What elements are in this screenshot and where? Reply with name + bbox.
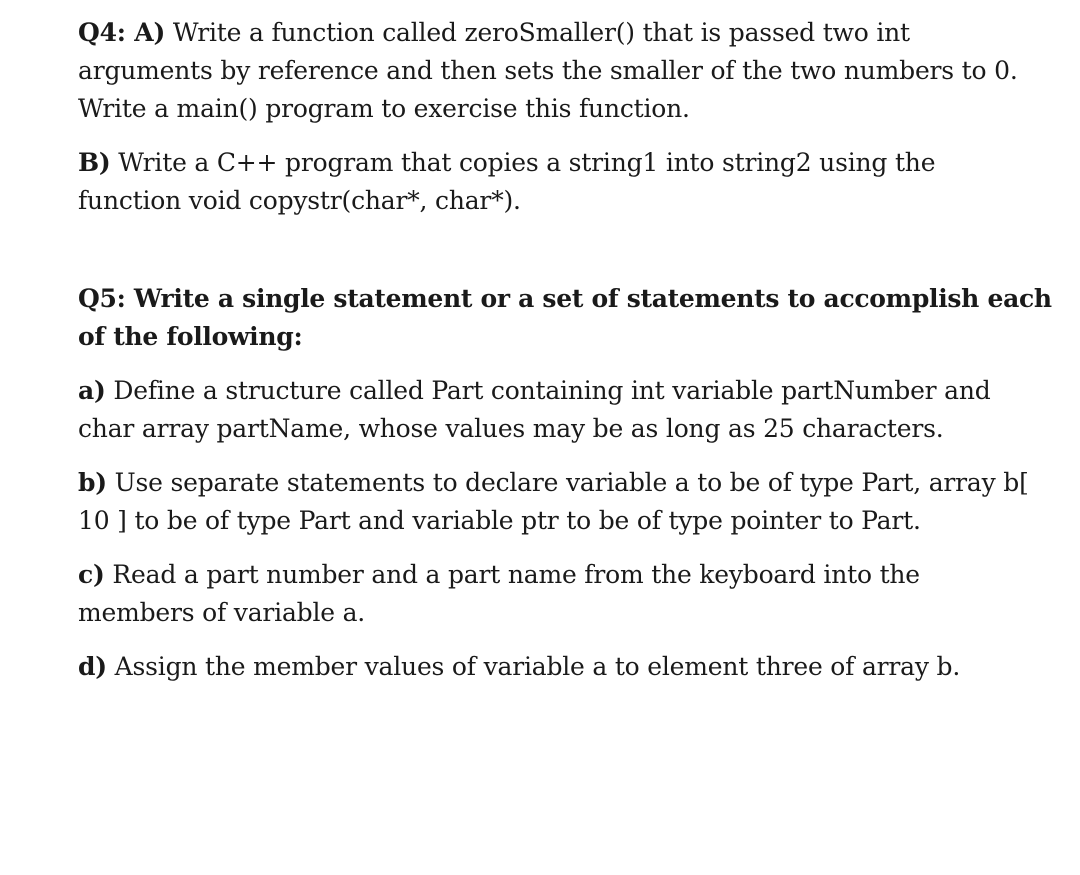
q5-c-label: c) <box>78 560 105 589</box>
q4-a-label: Q4: A) <box>78 18 166 47</box>
q5-d-label: d) <box>78 652 107 681</box>
q5-c-line-2: members of variable a. <box>78 598 366 627</box>
q4-b-line-2: function void copystr(char*, char*). <box>78 186 521 215</box>
q5-a-label: a) <box>78 376 106 405</box>
document-page <box>78 14 1058 686</box>
q5-a-line-2: char array partName, whose values may be as long as 25 characters. <box>78 414 944 443</box>
q4-a-line-3: Write a main() program to exercise this function. <box>78 94 690 123</box>
q5-part-a <box>78 372 1058 448</box>
q5-d-line-1: Assign the member values of variable a to element three of array b. <box>106 652 961 681</box>
q5-heading-line-1: Q5: Write a single statement or a set of statements to accomplish each <box>78 284 1052 313</box>
q5-b-line-2: 10 ] to be of type Part and variable ptr to be of type pointer to Part. <box>78 506 921 535</box>
q5-part-b <box>78 464 1058 540</box>
q5-a-line-1: Define a structure called Part containing int variable partNumber and <box>105 376 991 405</box>
q4-part-a <box>78 14 1058 128</box>
q5-b-label: b) <box>78 468 107 497</box>
q5-part-d <box>78 648 1058 686</box>
q5-heading-line-2: of the following: <box>78 322 303 351</box>
q5-c-line-1: Read a part number and a part name from the keyboard into the <box>104 560 920 589</box>
q4-a-line-2: arguments by reference and then sets the smaller of the two numbers to 0. <box>78 56 1018 85</box>
q4-a-line-1: Write a function called zeroSmaller() that is passed two int <box>165 18 910 47</box>
q5-heading <box>78 280 1058 356</box>
q4-part-b <box>78 144 1058 220</box>
q4-b-label: B) <box>78 148 111 177</box>
q4-b-line-1: Write a C++ program that copies a string1 into string2 using the <box>110 148 936 177</box>
q5-part-c <box>78 556 1058 632</box>
q5-b-line-1: Use separate statements to declare variable a to be of type Part, array b[ <box>106 468 1029 497</box>
